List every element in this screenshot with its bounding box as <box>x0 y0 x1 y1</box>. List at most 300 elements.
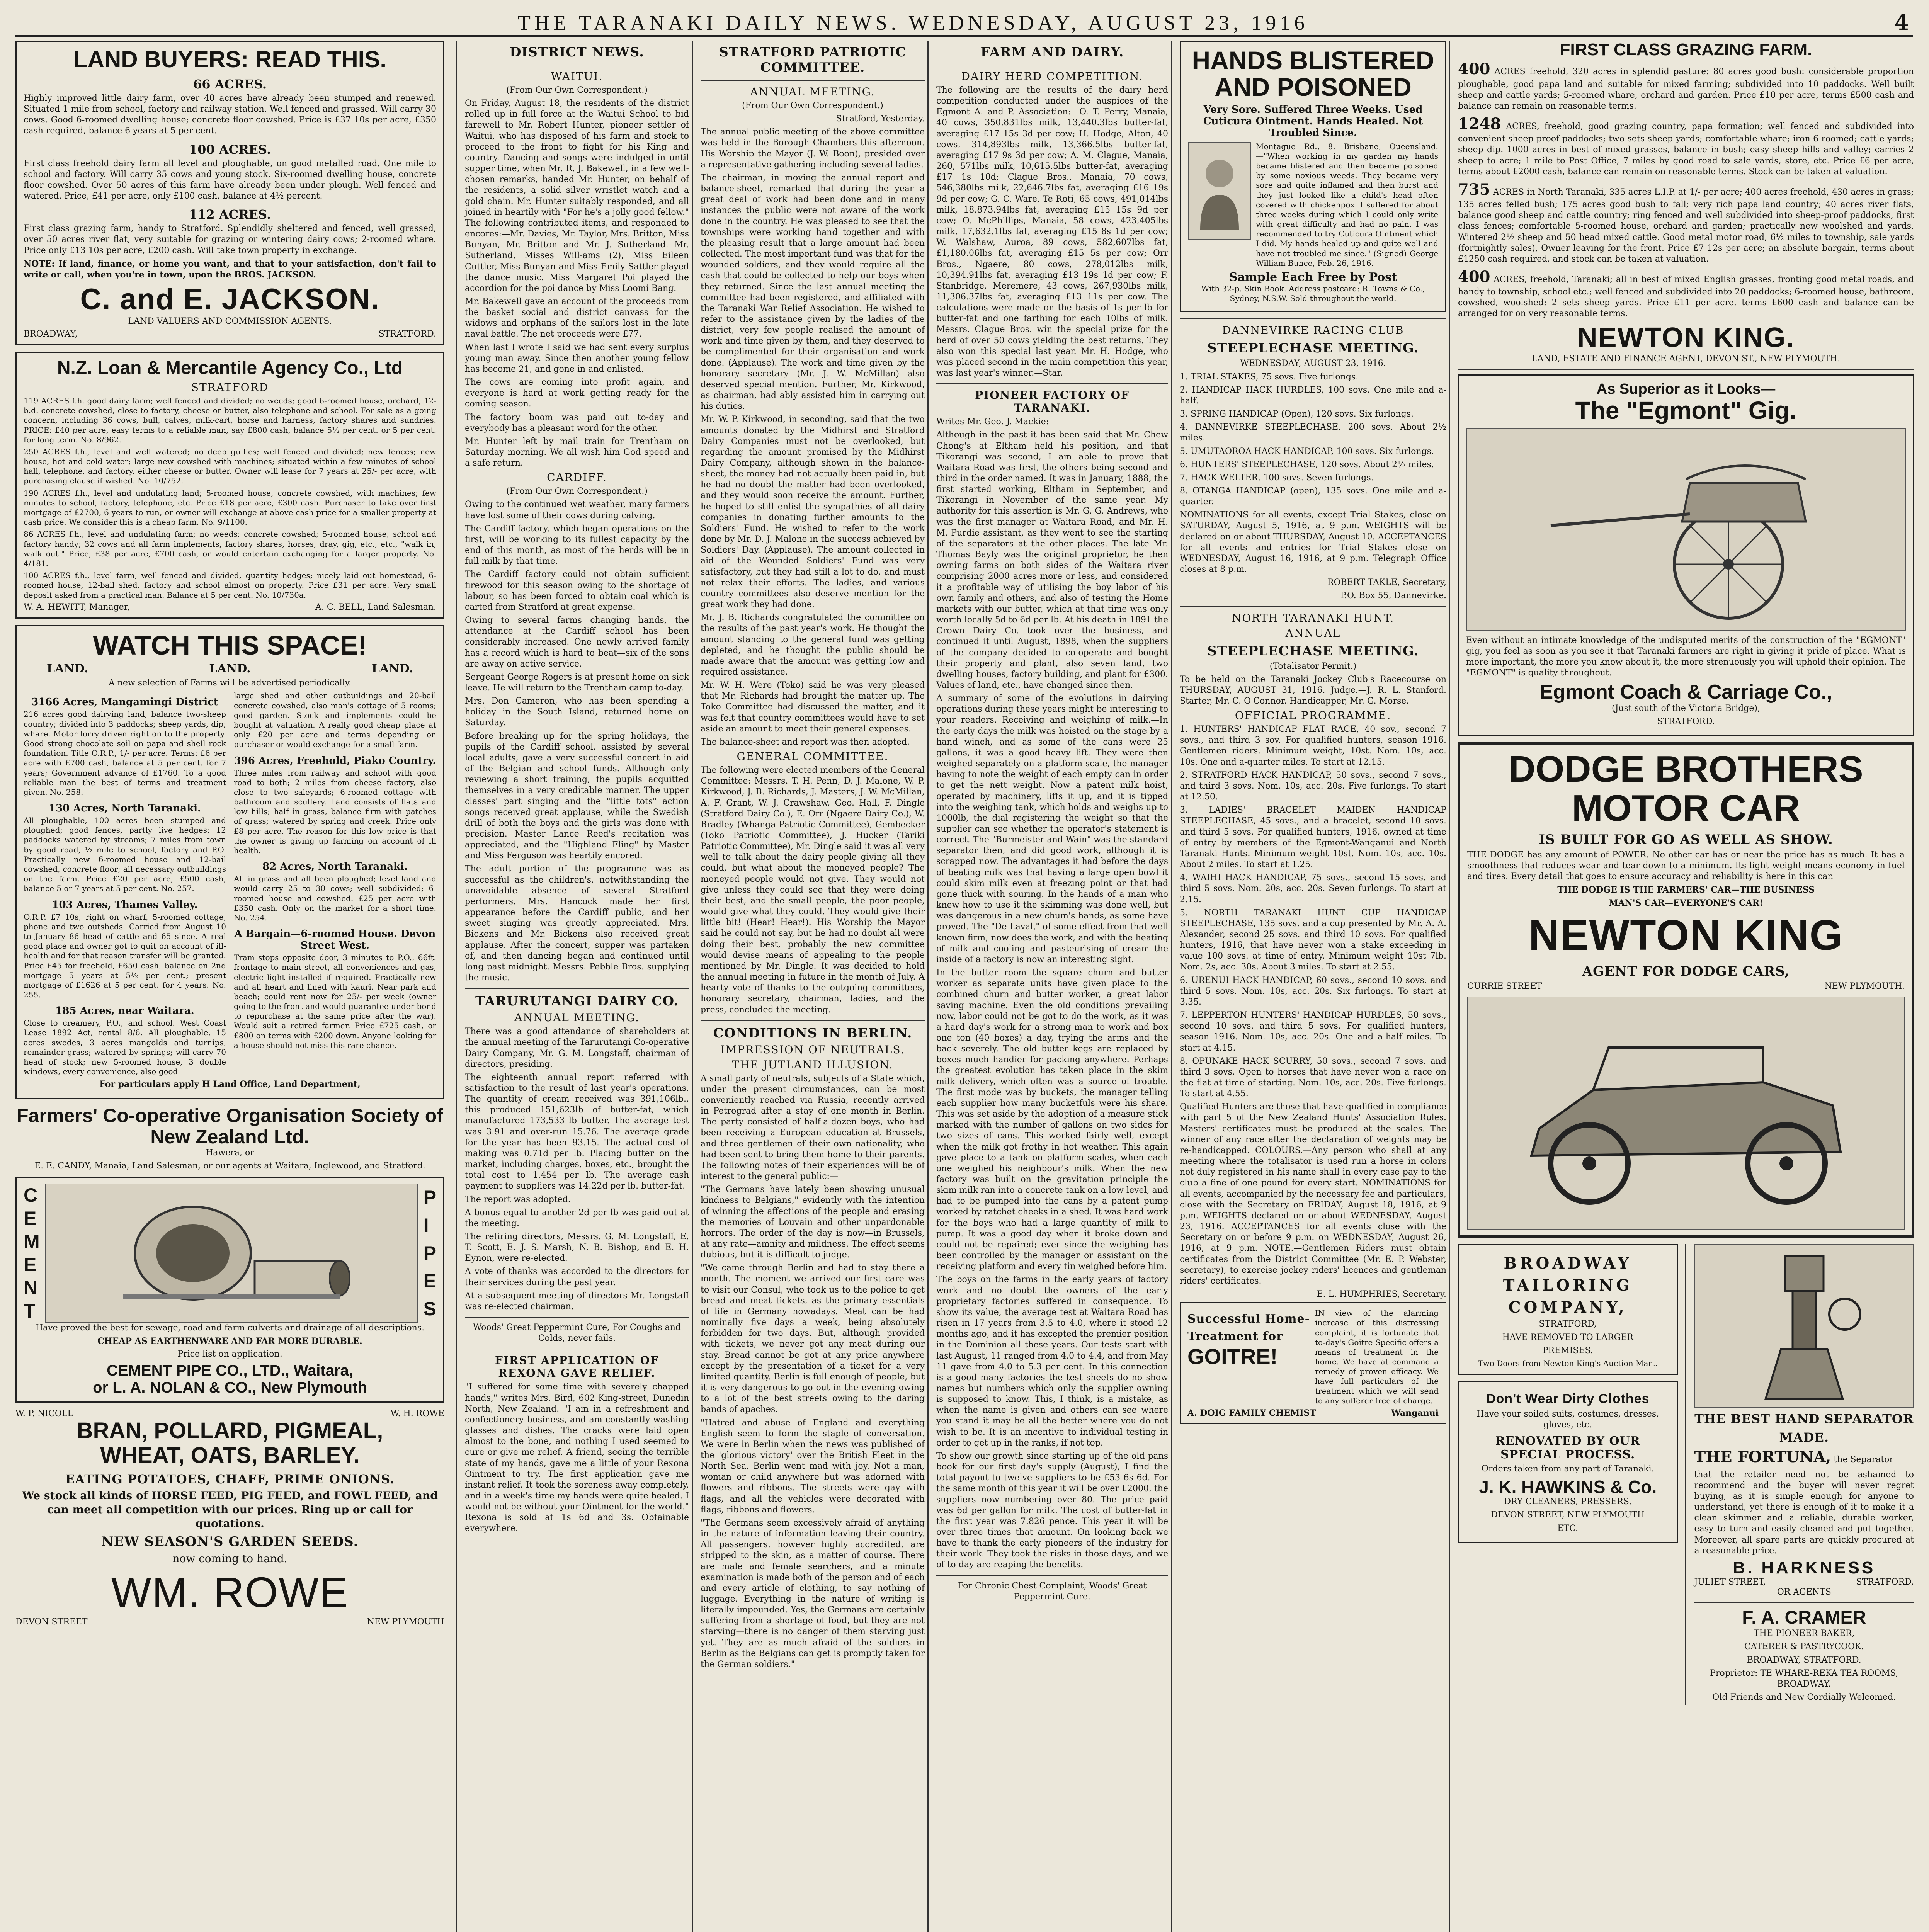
listing-text: O.R.P. £7 10s; right on wharf, 5-roomed cottage, phone and two outsheds. Carried from August 10 to January 86 head of cattle and 65 since. A real good place and owner got to quit on account of ill-health and for that reason transfer will be granted. Price £45 for freehold, £650 cash, balance on 2nd mortgage 5 years at 5½ per cent.; present mortgage of £1626 at 5 per cent. for 4 years. No. 255. <box>24 912 226 1000</box>
fortuna-name: THE FORTUNA, <box>1694 1448 1831 1466</box>
pipes-illustration <box>45 1184 418 1323</box>
berlin-heading: CONDITIONS IN BERLIN. <box>713 1025 912 1041</box>
race-event: 5. NORTH TARANAKI HUNT CUP HANDICAP STEEPLECHASE, 135 sovs. and a cup presented by Mr. A. A. Alexander, second 25 sovs. and third 10 sovs. For qualified hunters, 1916, that have never won a stake exceeding in value 100 sovs. at time of entry. Minimum weight 10st 7lb. Nom. 2s, acc. 30s. About 3 miles. To start at 2.55. <box>1180 908 1446 972</box>
gig-illustration <box>1466 428 1906 631</box>
lot-text: First class freehold dairy farm all level and ploughable, on good metalled road. One mile to school and factory. Will carry 35 cows and young stock. Six-roomed dwelling house, concrete floor cowshed. Over 50 acres of this farm have already been under plough. Well fenced and watered. Price, £41 per acre, only £100 cash, balance at 4½ percent. <box>24 158 436 201</box>
hawkins-etc: ETC. <box>1557 1523 1579 1533</box>
hunt-annual: ANNUAL <box>1285 626 1341 639</box>
acre-number: 1248 <box>1458 115 1501 133</box>
tarurutangi-heading: TARURUTANGI DAIRY CO. <box>475 993 679 1009</box>
land-buyers-lot <box>24 207 436 256</box>
article-para: "The Germans have lately been showing unusual kindness to Belgians," evidently with the intention of winning the affections of the people and erasing the memories of Louvain and other unpardonable horrors. The order of the day is now—in Brussels, at any rate—amnity and mildness. The effect seems dubious, but it is difficult to judge. <box>701 1185 925 1260</box>
patriotic-sub: ANNUAL MEETING. <box>750 85 875 98</box>
divider <box>701 80 925 81</box>
broadway-l2: TAILORING <box>1503 1276 1633 1295</box>
article-para: At a subsequent meeting of directors Mr. Longstaff was re-elected chairman. <box>465 1291 689 1311</box>
article-para: A summary of some of the evolutions in dairying operations during these years might be interesting to your readers. Receiving and weighing of milk.—In the early days the milk was hoisted on the stage by a hand winch, and as some of the cans were 25 gallons, it was a good heavy lift. They were then weighed separately on a platform scale, the manager having to note the weight of each empty can in order to get the nett weight. Now a patent milk hoist, operated by machinery, lifts it up, and it is tipped into the weighing tank, which holds and weighs up to 1000lb, the dial registering the weight so that the supplier can see whether the operator's statement is correct. The "Burmeister and Wain" was the standard separator then, and did good work, although it is scrapped now. The advantages it had before the days of beating milk was that having a large open bowl it could skim milk even at freezing point or that had gone thick with souring. In the hands of a man who knew how to use it the skimming was done well, but was dangerous in a new chum's hands, as some have proved. The "De Laval," of some effect from that well known firm, now does the work, and with the heating of milk and cooling and pasteurising of cream the inside of a factory is now an interesting sight. <box>936 694 1168 964</box>
cuticura-offer-text: With 32-p. Skin Book. Address postcard: R. Towns & Co., Sydney, N.S.W. Sold throughout the world. <box>1201 284 1425 303</box>
divider <box>1180 318 1446 319</box>
race-event: 4. DANNEVIRKE STEEPLECHASE, 200 sovs. About 2½ miles. <box>1180 422 1446 443</box>
cuticura-lead: Very Sore. Suffered Three Weeks. Used Cuticura Ointment. Hands Healed. Not Troubled Since. <box>1203 104 1423 139</box>
watch-left-col <box>24 691 226 1079</box>
lot-text: ACRES freehold, 320 acres in splendid pasture: 80 acres good bush: considerable proportion ploughable, good papa land and suitable for mixed farming; subdivided into 10 paddocks. Well built sheep and cattle yards; 5-roomed whare, orchard and garden. Price £10 per acre, terms £500 cash and balance can remain on reasonable terms. <box>1458 67 1914 111</box>
tarurutangi-sub: ANNUAL MEETING. <box>514 1011 640 1024</box>
letter: I <box>423 1214 429 1236</box>
jackson-sub: LAND VALUERS AND COMMISSION AGENTS. <box>128 316 332 327</box>
race-event: 1. TRIAL STAKES, 75 sovs. Five furlongs. <box>1180 372 1359 382</box>
article-para: Mr. Bakewell gave an account of the proceeds from the basket social and district canvass for the widows and orphans of the sailors lost in the late naval battle. The net proceeds were £77. <box>465 296 689 339</box>
article-para: Mrs. Don Cameron, who has been spending a holiday in the South Island, returned home on Saturday. <box>465 696 689 728</box>
harkness-or: OR AGENTS <box>1777 1587 1831 1597</box>
portrait-icon <box>1196 152 1243 230</box>
land-buyers-note: NOTE: If land, finance, or home you want, and that to your satisfaction, don't fail to write or call, when you're in town, upon the BROS. JACKSON. <box>24 259 436 280</box>
article-para: The Cardiff factory could not obtain sufficient firewood for this season owing to the shortage of labour, so has been forced to obtain coal which is carted from Stratford at great expense. <box>465 570 689 612</box>
rowe-line-2: WHEAT, OATS, BARLEY. <box>100 1443 360 1468</box>
listing-heading: 3166 Acres, Mangamingi District <box>31 696 218 708</box>
column-3 <box>692 41 925 1932</box>
article-para: Before breaking up for the spring holidays, the pupils of the Cardiff school, assisted by several local adults, gave a very successful concert in aid of the Belgian and school funds. Although only reviewing a short training, the pupils acquitted themselves in a very creditable manner. The upper classes' part singing and the "little tots" action songs received great applause, while the Swedish drill of both the boys and the girls was done with precision. Master Lance Reed's recitation was appreciated, and the "Highland Fling" by Master and Miss Ferguson was heartily encored. <box>465 731 689 861</box>
dannevirke-text: NOMINATIONS for all events, except Trial Stakes, close on SATURDAY, August 5, 1916, at 9 p.m. WEIGHTS will be declared on or about THURSDAY, August 10. ACCEPTANCES for all events and entries for Trial Stakes close on WEDNESDAY, August 16, 1916, at 9 p.m. Telegraph Office closes at 8 p.m. <box>1180 510 1446 575</box>
egmont-gig-ad <box>1458 374 1914 736</box>
cuticura-offer: Sample Each Free by Post <box>1229 270 1397 284</box>
rexona-heading: FIRST APPLICATION OF REXONA GAVE RELIEF. <box>495 1354 659 1380</box>
address-left: JULIET STREET, <box>1694 1577 1766 1587</box>
address-left: CURRIE STREET <box>1467 981 1542 992</box>
watch-space-labels <box>47 662 413 675</box>
cramer-l1: THE PIONEER BAKER, <box>1754 1629 1855 1639</box>
broadway-premises: PREMISES. <box>1542 1345 1593 1355</box>
pioneer-heading: PIONEER FACTORY OF TARANAKI. <box>975 389 1130 415</box>
nz-loan-lot: 119 ACRES f.h. good dairy farm; well fenced and divided; no weeds; good 6-roomed house, orchard, 12-b.d. concrete cowshed, close to factory, cheese or butter, also telephone and school. For sale as a going concern, including 36 cows, bull, calves, milk-cart, horse and harness, factory shares and sundries. PRICE: £40 per acre, easy terms to a reliable man, say £800 cash, balance 5½ per cent. or 5 per cent. for long term. No. 8/962. <box>24 396 436 444</box>
address-right: STRATFORD, <box>1856 1577 1914 1587</box>
listing-text: Three miles from railway and school with good road to both; 2 miles from cheese factory, also close to two saleyards; 6-roomed cottage with bathroom and scullery. Land consists of flats and low hills; half in grass, balance firm with patches of grass; watered by spring and creek. Price only £8 per acre. The reason for this low price is that the owner is giving up farming on account of ill health. <box>234 768 436 855</box>
dannevirke-club: DANNEVIRKE RACING CLUB <box>1222 324 1404 337</box>
listing-text: All in grass and all been ploughed; level land and would carry 25 to 30 cows; well subdivided; 6-roomed house and cowshed. £25 per acre with £350 cash. Only on the market for a short time. No. 254. <box>234 874 436 922</box>
broadway-l3: COMPANY, <box>1508 1298 1627 1317</box>
fortuna-text: that the retailer need not be ashamed to recommend and the buyer will never regret buying, as it is simple enough for anyone to understand, yet there is enough of it to make it a clean skimmer and a reliable, durable worker, easy to turn and easily cleaned and put together. Moreover, all spare parts are quickly procured at a reasonable price. <box>1694 1469 1914 1556</box>
rowe-address <box>15 1617 444 1627</box>
dodge-firm: NEWTON KING <box>1528 912 1844 959</box>
jackson-firm: C. and E. JACKSON. <box>80 283 380 316</box>
watch-further: For particulars apply H Land Office, Land Department, <box>99 1079 361 1090</box>
hunt-text: To be held on the Taranaki Jockey Club's Racecourse on THURSDAY, AUGUST 31, 1916. Judge.—J. R. L. Stanford. Starter, Mr. C. O'Connor. Handicapper, Mr. G. Morse. <box>1180 674 1446 706</box>
hunt-permit: (Totalisator Permit.) <box>1269 661 1357 671</box>
dirty-orders: Orders taken from any part of Taranaki. <box>1481 1464 1654 1474</box>
article-para: The annual public meeting of the above committee was held in the Borough Chambers this afternoon. His Worship the Mayor (J. W. Boon), presided over a representative gathering including several ladies. <box>701 127 925 170</box>
bottom-left-col <box>1458 1244 1686 1705</box>
cuticura-body <box>1188 142 1438 270</box>
watch-space-intro: A new selection of Farms will be advertised periodically. <box>108 678 352 688</box>
grazing-lot <box>1458 267 1914 320</box>
egmont-text: Even without an intimate knowledge of the undisputed merits of the construction of the "EGMONT" gig, you feel as soon as you see it that Taranaki farmers are right in giving it pride of place. What is more important, the more you know about it, the more strenuously you will uphold their opinion. The "EGMONT" is quality throughout. <box>1466 635 1906 678</box>
cramer-l2: CATERER & PASTRYCOOK. <box>1744 1642 1864 1652</box>
name-left: W. P. NICOLL <box>15 1409 73 1419</box>
cuticura-title-2: AND POISONED <box>1215 73 1412 102</box>
race-event: 1. HUNTERS' HANDICAP FLAT RACE, 40 sov., second 7 sovs., and third 3 sov. For qualified hunters, season 1916. Gentlemen riders. Minimum weight, 10st. Nom. 10s, acc. 10s. One and a-quarter miles. To start at 12.15. <box>1180 724 1446 767</box>
harkness-address <box>1694 1577 1914 1587</box>
page-number: 4 <box>1894 10 1909 35</box>
masthead-title: THE TARANAKI DAILY NEWS. WEDNESDAY, AUGUST 23, 1916 <box>518 11 1309 34</box>
article-para: Owing to several farms changing hands, the attendance at the Cardiff school has been considerably increased. One newly arrived family has a record which is hard to beat—six of the sons are away on active service. <box>465 616 689 669</box>
divider <box>1694 1602 1914 1603</box>
rowe-seeds: NEW SEASON'S GARDEN SEEDS. <box>101 1534 359 1550</box>
lot-heading: 66 ACRES. <box>193 77 267 92</box>
article-para: There was a good attendance of shareholders at the annual meeting of the Tarurutangi Co-operative Dairy Company, Mr. G. M. Longstaff, chairman of directors, presiding. <box>465 1027 689 1069</box>
article-para: "The Germans seem excessively afraid of anything in the nature of information leaving their country. All passengers, however highly accredited, are stripped to the skin, as a matter of course. There are male and female searchers, and a minute examination is made both of the person and of each and every article of clothing, to say nothing of luggage. Everything in the nature of writing is literally impounded. Yes, the Germans are certainly suffering from a shortage of food, but they are not starving—there is no danger of them starving just yet. They are as much afraid of the soldiers in Berlin as the Belgians can get is promptly taken for the German soldiers." <box>701 1518 925 1669</box>
pipes-icon <box>108 1195 355 1311</box>
cramer-l4: Proprietor: TE WHARE-REKA TEA ROOMS, BROADWAY. <box>1710 1668 1898 1689</box>
grazing-lot <box>1458 59 1914 112</box>
dodge-agent: AGENT FOR DODGE CARS, <box>1582 964 1790 980</box>
column-6 <box>1449 41 1914 1932</box>
district-news-heading: DISTRICT NEWS. <box>510 44 644 60</box>
cement-durable: CHEAP AS EARTHENWARE AND FAR MORE DURABLE. <box>97 1336 362 1347</box>
rowe-line-4: We stock all kinds of HORSE FEED, PIG FEED, and FOWL FEED, and can meet all competition with our prices. Ring up or call for quotations. <box>22 1489 438 1530</box>
article-para: A vote of thanks was accorded to the directors for their services during the past year. <box>465 1267 689 1287</box>
goitre-ad <box>1180 1302 1446 1424</box>
pipes-letters <box>424 1184 436 1323</box>
cramer-l3: BROADWAY, STRATFORD. <box>1747 1655 1861 1665</box>
divider <box>1458 369 1914 370</box>
letter: N <box>24 1277 38 1299</box>
land-buyers-lot <box>24 142 436 202</box>
listing-heading: 82 Acres, North Taranaki. <box>262 861 408 873</box>
letter: T <box>24 1300 36 1322</box>
address-right: STRATFORD. <box>378 329 436 339</box>
label-land: LAND. <box>209 662 251 676</box>
pioneer-writer: Writes Mr. Geo. J. Mackie:— <box>936 417 1058 427</box>
manager-name: W. A. HEWITT, Manager, <box>24 602 130 612</box>
article-para: On Friday, August 18, the residents of the district rolled up in full force at the Waitui School to bid farewell to Mr. Robert Hunter, pioneer settler of Waitui, who has disposed of his farm and stock to proceed to the front to fight for his King and country. Dancing and songs were indulged in until supper time, when Mr. R. J. Bakewell, in a few well-chosen remarks, handed Mr. Hunter, on behalf of the residents, a solid silver wristlet watch and a gold chain. Mr. Hunter suitably responded, and all joined in heartily with "For he's a jolly good fellow." The following contributed items, and responded to encores:—Mr. Davies, Mr. Taylor, Mrs. Britton, Miss Bunyan, Mr. Britton and Mr. J. Sutherland. Mr. Sutherland, Misses Will-ams (2), Miss Eileen Cuttler, Miss Bunyan and Miss Emily Sattler played the dance music. Miss Margaret Poi played the accordion for the poi dance by Miss Loomi Bang. <box>465 99 689 293</box>
goitre-firm-row <box>1187 1408 1439 1418</box>
cement-firm-2: or L. A. NOLAN & CO., New Plymouth <box>93 1379 367 1396</box>
letter: E <box>24 1207 37 1229</box>
race-event: 3. LADIES' BRACELET MAIDEN HANDICAP STEEPLECHASE, 45 sovs., and a bracelet, second 10 sovs. and third 5 sovs. For qualified hunters, 1916, owned at time of entry by members of the Egmont-Wanganui and North Taranaki Hunts. Minimum weight 10st. Nom. 10s, acc. 10s. About 2 miles. To start at 1.25. <box>1180 805 1446 870</box>
watch-right-col <box>234 691 436 1079</box>
nz-loan-lot: 86 ACRES f.h., level and undulating farm; no weeds; concrete cowshed; 5-roomed house; school and factory handy; 32 cows and all farm implements, factory shares, horses, dray, gig, etc., etc., "walk in, walk out." Price, £38 per acre, £700 cash, or would entertain exchanging for a larger property. No. 4/181. <box>24 529 436 568</box>
acre-number: 400 <box>1458 60 1490 78</box>
race-event: 3. SPRING HANDICAP (Open), 120 sovs. Six furlongs. <box>1180 409 1414 419</box>
hunt-secretary: E. L. HUMPHRIES, Secretary. <box>1317 1289 1446 1299</box>
article-para: The report was adopted. <box>465 1194 571 1204</box>
lot-text: Highly improved little dairy farm, over 40 acres have already been stumped and renewed. Situated 1 mile from school, factory and railway station. Well fenced and grassed. Will carry 30 cows. Good 6-roomed dwelling house; concrete floor cowshed. Price is £37 10s per acre, £350 cash required, balance 6 years at 5 per cent. <box>24 94 436 136</box>
rowe-names <box>15 1409 444 1418</box>
nz-loan-lot: 100 ACRES f.h., level farm, well fenced and divided, quantity hedges; nicely laid out homestead, 6-roomed house, 12-bail shed, factory and school almost on property. Price £31 per acre. Very small deposit asked from a practical man. Balance at 5 per cent. No. 10/730a. <box>24 571 436 600</box>
dodge-title: DODGE BROTHERS <box>1509 748 1863 790</box>
waitui-heading: WAITUI. <box>551 70 603 83</box>
farmers-agents: E. E. CANDY, Manaia, Land Salesman, or our agents at Waitara, Inglewood, and Stratford. <box>34 1161 425 1171</box>
divider <box>1180 606 1446 607</box>
article-para: The chairman, in moving the annual report and balance-sheet, remarked that during the year a great deal of work had been done and in many instances the public were not aware of the work done in the country. He was pleased to see that the townships were working hand together and with the pleasing result that a large amount had been collected. The most important fund was that for the wounded soldiers, and they would require all the cash that could be collected to help our boys when they returned. Since the last annual meeting the committee had been registered, and affiliated with the Taranaki War Relief Association. He wished to refer to the assistance given by the ladies of the district, very few people realised the amount of work and time given by them, and they deserved to be complimented for their organisation and work done. (Applause). The work and time given by the honorary secretary (Mr. J. W. McMillan) also deserved special mention. Further, Mr. Kirkwood, as chairman, had ably assisted him in carrying out his duties. <box>701 173 925 412</box>
herd-competition-heading: DAIRY HERD COMPETITION. <box>961 70 1143 83</box>
cement-pipes-ad <box>15 1177 444 1403</box>
egmont-head-2: The "Egmont" Gig. <box>1575 396 1797 424</box>
listing-heading: 185 Acres, near Waitara. <box>55 1005 194 1017</box>
hunt-programme: OFFICIAL PROGRAMME. <box>1235 709 1391 722</box>
letter: C <box>24 1184 38 1206</box>
broadway-l1: BROADWAY <box>1504 1254 1632 1273</box>
dodge-address <box>1467 981 1905 991</box>
cement-banner <box>24 1184 436 1323</box>
letter: E <box>24 1253 37 1276</box>
goitre-body <box>1187 1308 1439 1408</box>
egmont-head-1: As Superior as it Looks— <box>1596 381 1776 397</box>
article-para: The factory boom was paid out to-day and everybody has a pleasant word for the other. <box>465 412 689 433</box>
egmont-firm: Egmont Coach & Carriage Co., <box>1539 680 1832 703</box>
column-5 <box>1171 41 1446 1932</box>
address-left: DEVON STREET <box>15 1617 88 1627</box>
dannevirke-secretary: ROBERT TAKLE, Secretary, <box>1327 578 1446 588</box>
dodge-text: THE DODGE has any amount of POWER. No other car has or near the price has as much. It has a smoothness that reduces wear and tear down to a minimum. Its light weight means economy in fuel and tires. Every detail that goes to ensure accuracy and reliability is here in this car. <box>1467 850 1905 882</box>
car-icon <box>1493 1005 1879 1221</box>
land-buyers-lot <box>24 77 436 137</box>
listing-heading: 103 Acres, Thames Valley. <box>52 899 198 911</box>
listing-heading: 396 Acres, Freehold, Piako Country. <box>234 755 436 767</box>
separator-illustration <box>1694 1244 1914 1408</box>
salesman-name: A. C. BELL, Land Salesman. <box>315 602 436 612</box>
bottom-right-col <box>1694 1244 1914 1705</box>
broadway-town: STRATFORD, <box>1539 1319 1597 1329</box>
nz-loan-signature <box>24 602 436 612</box>
label-land: LAND. <box>47 662 88 676</box>
listing-text: All ploughable, 100 acres been stumped and ploughed; good fences, partly live hedges; 12 paddocks watered by streams; 7 miles from town by good road, ½ mile to school, factory and P.O. Practically new 6-roomed house and 12-bail cowshed, concrete floor; all necessary outbuildings on the farm. Price £20 per acre, £500 cash, balance 5 or 7 years at 5 per cent. No. 257. <box>24 816 226 893</box>
general-committee-heading: GENERAL COMMITTEE. <box>737 750 889 763</box>
column-4 <box>927 41 1168 1932</box>
rowe-line-3: EATING POTATOES, CHAFF, PRIME ONIONS. <box>65 1471 395 1486</box>
land-buyers-title: LAND BUYERS: READ THIS. <box>73 46 387 72</box>
race-event: 6. URENUI HACK HANDICAP, 60 sovs., second 10 sovs. and third 5 sovs. Nom. 10s, acc. 20s. Six furlongs. To start at 3.35. <box>1180 975 1446 1007</box>
lot-text: ACRES, freehold, good grazing country, papa formation; well fenced and subdivided into convenient sheep-proof paddocks; two sets sheep yards; comfortable whare; iron 6-roomed; cattle yards; sheep dip. 1000 acres in best of mixed grasses, balance in bush; easy sheep hills and valley; carries 2 sheep to acre; 1 mile to Post Office, 7 miles by good road to sale yards, store, etc. Price £6 per acre, terms about £2000 cash, balance can remain on reasonable terms. Stock can be taken at valuation. <box>1458 122 1914 177</box>
dirty-title: Don't Wear Dirty Clothes <box>1486 1391 1650 1406</box>
car-illustration <box>1467 997 1905 1230</box>
berlin-sub-1: IMPRESSION OF NEUTRALS. <box>720 1043 905 1056</box>
goitre-head-2: Treatment for <box>1187 1330 1283 1344</box>
column-2 <box>456 41 689 1932</box>
hawkins-sub: DRY CLEANERS, PRESSERS, <box>1504 1497 1632 1507</box>
nz-loan-town: STRATFORD <box>191 381 269 394</box>
newton-king-address: LAND, ESTATE AND FINANCE AGENT, DEVON ST., NEW PLYMOUTH. <box>1531 354 1841 364</box>
article-para: The cows are coming into profit again, and everyone is hard at work getting ready for the coming season. <box>465 378 689 409</box>
race-event: 4. WAIHI HACK HANDICAP, 75 sovs., second 15 sovs. and third 5 sovs. Nom. 20s, acc. 20s. Seven furlongs. To start at 2.15. <box>1180 873 1446 905</box>
cuticura-title-1: HANDS BLISTERED <box>1192 46 1434 75</box>
fortuna-head-2: MADE. <box>1779 1430 1829 1445</box>
divider <box>465 988 689 989</box>
goitre-headline <box>1187 1308 1311 1408</box>
dodge-slogan-2: MAN'S CAR—EVERYONE'S CAR! <box>1609 898 1763 908</box>
dirty-clothes-ad <box>1458 1381 1678 1543</box>
cement-text: Have proved the best for sewage, road and farm culverts and drainage of all descriptions. <box>35 1323 425 1333</box>
address-right: NEW PLYMOUTH. <box>1824 981 1905 992</box>
hunt-text-2: Qualified Hunters are those that have qualified in compliance with part 5 of the New Zealand Hunts' Association Rules. Masters' certificates must be produced at the scales. The winner of any race after the declaration of weights may be re-handicapped. COLOURS.—Any person who shall at any meeting where the totalisator is used run a horse in colors not duly registered in his name shall in every case pay to the club a fine of one pound for every start. NOMINATIONS for all events, accompanied by the necessary fee and particulars, close with the Secretary on FRIDAY, August 18, 1916, at 9 p.m. WEIGHTS declared on or about WEDNESDAY, August 23, 1916. ACCEPTANCES for all events close with the Secretary on or before 9 p.m. on WEDNESDAY, August 26, 1916, at 9 p.m. NOTE.—Gentlemen Riders must obtain certificates from the District Committee (Mr. E. P. Webster, secretary), to exercise jockey riders' licences and gentleman riders' certificates. <box>1180 1102 1446 1286</box>
goitre-text: IN view of the alarming increase of this distressing complaint, it is fortunate that to-day's Goitre Specific offers a means of treatment in the home. We have at command a remedy of proven efficacy. We have full particulars of the treatment which we will send to any sufferer free of charge. <box>1315 1308 1439 1405</box>
listing-text: Tram stops opposite door, 3 minutes to P.O., 66ft. frontage to main street, all conveniences and gas, electric light installed if required. Practically new and all heart and lined with kauri. Near park and beach; could rent now for 25/- per week (owner going to the front and would guarantee under bond to repurchase at the same price after the war). Would suit a retired farmer. Price £725 cash, or £800 on terms with £200 down. Anyone looking for a house should not miss this rare chance. <box>234 953 436 1050</box>
article-para: The balance-sheet and report was then adopted. <box>701 737 910 747</box>
newton-king-firm: NEWTON KING. <box>1577 322 1795 353</box>
dannevirke-date: WEDNESDAY, AUGUST 23, 1916. <box>1240 359 1386 369</box>
hunt-title: STEEPLECHASE MEETING. <box>1207 643 1419 659</box>
letter: E <box>423 1270 436 1292</box>
address-left: BROADWAY, <box>24 329 78 339</box>
watch-space-ad <box>15 625 444 1099</box>
separator-icon <box>1735 1248 1874 1403</box>
egmont-sub: (Just south of the Victoria Bridge), <box>1612 703 1760 713</box>
farmers-coop-ad <box>15 1105 444 1172</box>
article-para: Mr. J. B. Richards congratulated the committee on the results of the past year's work. He thought the amount standing to the general fund was getting depleted, and he thought the public should be made aware that the amount was getting low and required assistance. <box>701 613 925 677</box>
hawkins-address: DEVON STREET, NEW PLYMOUTH <box>1491 1510 1645 1520</box>
listing-text: 216 acres good dairying land, balance two-sheep country; divided into 3 paddocks; sheep yards, dip; whare. Motor lorry driven right on to the property. Good strong chocolate soil on papa and shell rock foundation. Title O.R.P., 1/- per acre. Terms: £6 per acre with £700 cash, balance at 5 per cent. for 7 years; Government advance of £1760. To a good reliable man the best of terms and treatment given. No. 258. <box>24 709 226 797</box>
article-para: Although in the past it has been said that Mr. Chew Chong's at Eltham held his position, and that Tikorangi was second, I am able to prove that Waitara Road was first, the others being second and third in the order named. It was in January, 1888, the first started working, Eltham in September, and Tikorangi in November of the same year. My authority for this assertion is Mr. G. G. Andrews, who was the first manager at Waitara Road, and Mr. H. M. Purdie assistant, as they went to see the starting of the separators at the other places. The late Mr. Thomas Bayly was the original proprietor, he then owning farms on both sides of the Waitara river comprising 2000 acres more or less, and considered it a profitable way of utilising the boy labor of his own family and others, and also of testing the Home markets with our butter, which at that time was only worth locally 5d to 6d per lb. At his death in 1891 the Crown Dairy Co. took over the business, and continued it until August, 1898, when the suppliers of the company decided to co-operate and bought their property and plant, also seven land, two dwelling houses, factory building, and plant for £300. Values of land, etc., have changed since then. <box>936 430 1168 690</box>
divider <box>701 1020 925 1021</box>
grazing-lot <box>1458 180 1914 265</box>
nz-loan-title: N.Z. Loan & Mercantile Agency Co., Ltd <box>57 358 403 379</box>
fortuna-name-row <box>1694 1447 1914 1467</box>
divider <box>936 1575 1168 1576</box>
rowe-line-1: BRAN, POLLARD, PIGMEAL, <box>77 1418 383 1444</box>
name-right: W. H. ROWE <box>390 1409 444 1419</box>
listing-text: Close to creamery, P.O., and school. West Coast Lease 1892 Act, rental 8/6. All ploughable, 15 acres swedes, 3 acres mangolds and turnips, remainder grass; watered by springs; will carry 70 head of stock; new 5-roomed house, 3 double windows, every convenience, also good <box>24 1018 226 1077</box>
article-para: The Cardiff factory, which began operations on the first, will be working to its fullest capacity by the end of this month, as most of the herds will be in full milk by that time. <box>465 524 689 566</box>
patriotic-place: Stratford, Yesterday. <box>836 114 925 124</box>
portrait-illustration <box>1188 142 1251 240</box>
article-para: Mr. W. H. Were (Toko) said he was very pleased that Mr. Richards had brought the matter up. The Toko Committee had discussed the matter, and it was felt that country committees would have to set aside an amount to meet their general expenses. <box>701 680 925 734</box>
article-para: Owing to the continued wet weather, many farmers have lost some of their cows during calving. <box>465 500 689 520</box>
rowe-coming: now coming to hand. <box>172 1552 287 1565</box>
article-para: The following are the results of the dairy herd competition conducted under the auspices of the Egmont A. and P. Association:—O. T. Perry, Manaia, 40 cows, 350,831lbs milk, 13,440.3lbs butter-fat, averaging £17 15s 3d per cow; H. Hodge, Alton, 40 cows, 314,893lbs milk, 13,366.5lbs butter-fat, averaging £17 9s 3d per cow; A. M. Clague, Manaia, 260, 571lbs milk, 10,615.5lbs butter-fat, averaging £17 1s 10d; Clague Bros., Manaia, 70 cows, 546,380lbs milk, 22,646.7lbs fat, averaging £16 19s 9d per cow; G. C. Ware, Te Roti, 65 cows, 491,014lbs milk, 18,873.94lbs fat, averaging £15 15s 9d per cow; O. McPhillips, Manaia, 58 cows, 423,405lbs milk, 17,632.1lbs fat, averaging £15 8s 1d per cow; W. Walshaw, Auroa, 89 cows, 582,607lbs fat, £1,180.06lbs fat, averaging £15 5s per cow; Orr Bros., Ngaere, 80 cows, 278,012lbs milk, 10,394.91lbs fat, averaging £13 19s 1d per cow; F. Stanbridge, Meremere, 43 cows, 267,930lbs milk, 11,306.37lbs fat, averaging £13 11s per cow. The calculations were made on the basis of 1s per lb for butter-fat and one farthing for each 10lbs of milk. Messrs. Clague Bros. win the special prize for the herd of over 50 cows yielding the best returns. They also won this special last year. Mr. H. Hodge, who was placed second in the main competition this year, was last year's winner.—Star. <box>936 85 1168 378</box>
dodge-ad <box>1458 742 1914 1238</box>
lot-heading: 100 ACRES. <box>189 142 271 157</box>
egmont-town: STRATFORD. <box>1657 716 1715 726</box>
cement-firm: CEMENT PIPE CO., LTD., Waitara, <box>107 1362 353 1379</box>
article-para: The boys on the farms in the early years of factory work and no doubt the owners of the early proprietary factories suffered in consequence. To show its value, the average test at Waitara Road has risen in 17 years from 3.5 to 4.0, where it stood 12 months ago, and it has excepted the premier position in the Dominion all these years. Our tests start with last August, 11 ranged from 4.0 to 4.4, and from May 11 gave from 4.0 to 5.3 per cent. In this connection is a good many factories the test sheets do no show names but numbers which only the supplier owning is supposed to know. This, I think, is a mistake, as when the name is given and others can see where you stand it may be all the better where you do not wish to be. It is an incentive to individual testing in order to get up in the ranks, if not top. <box>936 1275 1168 1448</box>
nz-loan-lot: 250 ACRES f.h., level and well watered; no deep gullies; well fenced and divided; new fences; new house, hot and cold water; large new cowshed with machines; situated within a few minutes of school hall, telephone, and factory, either cheese or butter. Owner will lease for 7 years at 25/- per acre, with purchasing clause if wished. No. 10/752. <box>24 447 436 486</box>
race-event: 5. UMUTAOROA HACK HANDICAP, 100 sovs. Six furlongs. <box>1180 446 1434 456</box>
article-para: Sergeant George Rogers is at present home on sick leave. He will return to the Trentham camp to-day. <box>465 672 689 693</box>
dodge-sub: MOTOR CAR <box>1572 787 1800 829</box>
broadway-moved: HAVE REMOVED TO LARGER <box>1502 1332 1633 1342</box>
letter: P <box>423 1242 436 1264</box>
broadway-where: Two Doors from Newton King's Auction Mart. <box>1478 1358 1658 1368</box>
listing-text: large shed and other outbuildings and 20-bail concrete cowshed, also man's cottage of 5 rooms; good garden. Stock and implements could be bought at valuation. A really good cheap place at only £20 per acre and terms depending on purchaser or would exchange for a small farm. <box>234 691 436 749</box>
article-para: The retiring directors, Messrs. G. M. Longstaff, E. T. Scott, E. J. S. Marsh, N. B. Bishop, and E. H. Eynon, were re-elected. <box>465 1232 689 1264</box>
farmers-hawera: Hawera, or <box>206 1148 254 1158</box>
dodge-line: IS BUILT FOR GO AS WELL AS SHOW. <box>1539 832 1833 847</box>
rexona-text: "I suffered for some time with severely chapped hands," writes Mrs. Bird, 602 King-street, Dunedin North, New Zealand. "I am in a refreshment and confectionery business, and am constantly washing glasses and dishes. The cracks were laid open almost to the bone, and nothing I used seemed to cure or give me relief. A friend, seeing the terrible state of my hands, gave me a little of your Rexona Ointment to try. The first application gave me instant relief. It took the soreness away completely, and in a week's time my hands were quite healed. I would not be without your Ointment for the world." Rexona is sold at 1s 6d and 3s. Obtainable everywhere. <box>465 1382 689 1534</box>
cuticura-text: Montague Rd., 8. Brisbane, Queensland.—"When working in my garden my hands became blistered and then became poisoned by some noxious weeds. They became very sore and quite inflamed and then burst and they just looked like a child's head often covered with chickenpox. I suffered for about three weeks during which I could only write with great difficulty and had no pain. I was recommended to try Cuticura Ointment which I did. My hands healed up and quite well and have not troubled me since." (Signed) George William Bunce, Feb. 26, 1916. <box>1256 141 1438 268</box>
label-land: LAND. <box>371 662 413 676</box>
jackson-address <box>24 329 436 339</box>
fortuna-tag: the Separator <box>1834 1455 1893 1465</box>
lot-text: ACRES in North Taranaki, 335 acres L.I.P. at 1/- per acre; 400 acres freehold, 430 acres in grass; 135 acres felled bush; 175 acres good bush to fall; very rich papa land country; 40 acres river flats, balance good sheep and cattle country; ring fenced and well subdivided into sheep-proof paddocks, first class fences; comfortable 5-roomed house, orchard and garden; practically new woolshed and yards. Wintered 2½ sheep and 50 head mixed cattle. Good metal motor road, 6½ miles to township, sale yards (fortnightly sales), Owner leaving for the front. Price £7 12s per acre; an absolute bargain, terms about £1250 cash required, and stock can be taken at valuation. <box>1458 187 1914 264</box>
hunt-club: NORTH TARANAKI HUNT. <box>1232 611 1395 624</box>
woods-ad-2: For Chronic Chest Complaint, Woods' Great Peppermint Cure. <box>958 1581 1147 1602</box>
acre-number: 735 <box>1458 180 1490 199</box>
broadway-tailoring-ad <box>1458 1244 1678 1375</box>
letter: S <box>423 1298 436 1320</box>
article-para: The eighteenth annual report referred with satisfaction to the result of last year's operations. The quantity of cream received was 391,106lb., this produced 151,623lb of butter-fat, which manufactured 173,533 lb butter. The average test was 3.91 and over-run 15.76. The average grade for the year has been 93.15. The actual cost of making was 0.71d per lb. Placing butter on the market, including charges, boxes, etc., brought the total cost to 1.454 per lb. The average cash payment to suppliers was 14.22d per lb. butter-fat. <box>465 1072 689 1191</box>
grazing-title: FIRST CLASS GRAZING FARM. <box>1560 41 1812 59</box>
cuticura-ad <box>1180 41 1446 312</box>
letter: P <box>423 1186 436 1208</box>
farm-dairy-heading: FARM AND DAIRY. <box>980 44 1124 60</box>
grazing-lot <box>1458 114 1914 177</box>
gig-icon <box>1528 437 1844 622</box>
race-event: 2. HANDICAP HACK HURDLES, 100 sovs. One mile and a-half. <box>1180 385 1446 406</box>
race-event: 7. LEPPERTON HUNTERS' HANDICAP HURDLES, 50 sovs., second 10 sovs. and third 5 sovs. For qualified hunters, season 1916. Nom. 10s, acc. 20s. One and a-half miles. To start at 4.15. <box>1180 1010 1446 1053</box>
woods-ad: Woods' Great Peppermint Cure, For Coughs and Colds, never fails. <box>473 1323 681 1344</box>
divider <box>465 1317 689 1318</box>
address-right: NEW PLYMOUTH <box>367 1617 444 1627</box>
article-para: In the butter room the square churn and butter worker as separate units have given place to the combined churn and butter worker, a great labor saving machine. Even the old conditions prevailing now, labor could not be got to do the work, as it was a hard day's work for a strong man to work and box one ton (40 boxes) a day, trying the arms and the back severely. The old butter kegs are replaced by boxes much handier for packing anywhere. Perhaps the greatest evolution has taken place in the skim milk delivery, which often was a source of trouble. The first mode was by buckets, the manager telling each supplier how many bucketfuls were his share. This was set aside by the adoption of a measure stick marked with the number of gallons on two sides for two sizes of cans. This worked fairly well, except when the milk got frothy in hot weather. This again gave place to a tank on platform scales, when each one weighed his neighbour's milk. When the new factory was built on the gravitation principle the skim milk ran into a concrete tank on a low level, and had to be pumped into the cans by a patent pump worked by ratchet cheeks in a shed. It was hard work for the boys who had a large quantity of milk to pump. It was a good day when it broke down and could not be repaired; ever since the weighing has been controlled by the manager or assistant on the receiving platform and every tin weighed before him. <box>936 968 1168 1272</box>
patriotic-source: (From Our Own Correspondent.) <box>742 101 883 111</box>
letter: M <box>24 1230 40 1252</box>
article-para: The following were elected members of the General Committee: Messrs. T. H. Penn, D. J. Malone, W. P. Kirkwood, J. B. Richards, J. Masters, J. W. McMillan, A. F. Grant, W. J. Crawshaw, Geo. Hall, F. Dingle (Stratford Dairy Co.), E. Orr (Ngaere Dairy Co.), W. Bradley (Whanga Patriotic Committee), Gembecker (Toko Patriotic Committee), J. Hucker (Tariki Patriotic Committee), Mr. Dingle said it was all very well to talk about the dairy people giving all they could, but what about the moneyed people? The moneyed people would not give. They would not give unless they could see that they were doing their best, and the small people, the poor people, would give what they could. They would give their little bit! (Hear! Hear!). His Worship the Mayor said he could not say, but he had no doubt all were doing their best, probably the new committee would devise means of appealing to the people mentioned by Mr. Dingle. It was decided to hold the annual meeting in future in the month of July. A hearty vote of thanks to the outgoing committees, honorary secretary, chairman, ladies, and the press, concluded the meeting. <box>701 765 925 1015</box>
cramer-l5: Old Friends and New Cordially Welcomed. <box>1712 1692 1896 1702</box>
dannevirke-title: STEEPLECHASE MEETING. <box>1207 340 1419 356</box>
waitui-source: (From Our Own Correspondent.) <box>506 85 648 95</box>
cardiff-heading: CARDIFF. <box>547 471 607 484</box>
article-para: A bonus equal to another 2d per lb was paid out at the meeting. <box>465 1208 689 1228</box>
bottom-ads <box>1458 1244 1914 1705</box>
cement-pricelist: Price list on application. <box>177 1349 282 1359</box>
cardiff-source: (From Our Own Correspondent.) <box>506 486 648 497</box>
goitre-address: Wanganui <box>1391 1408 1439 1418</box>
rowe-firm: WM. ROWE <box>111 1569 349 1617</box>
masthead <box>15 8 1913 37</box>
article-para: A small party of neutrals, subjects of a State which, under the present circumstances, can be most conveniently reached via Russia, recently arrived in Petrograd after a stay of one month in Berlin. The party consisted of half-a-dozen boys, who had been receiving a European education at Brussels, and three gentlemen of their own nationality, who had been sent to bring them home to their parents. The following notes of their experiences will be of interest to the general public:— <box>701 1073 925 1182</box>
grazing-farm-ad <box>1458 41 1914 364</box>
lot-text: First class grazing farm, handy to Stratford. Splendidly sheltered and fenced, well grassed, over 50 acres river flat, very suitable for grazing or wintering dairy cows; 2-roomed whare. Price only £13 10s per acre, £200 cash. Will take town property in exchange. <box>24 224 436 255</box>
race-event: 2. STRATFORD HACK HANDICAP, 50 sovs., second 7 sovs., and third 3 sovs. Nom. 10s, acc. 20s. Five furlongs. To start at 12.50. <box>1180 770 1446 802</box>
column-1 <box>15 41 444 1932</box>
article-para: "We came through Berlin and had to stay there a month. The moment we arrived our first care was to visit our Consul, who took us to the police to get bread and meat tickets, as the primary essentials of life in Germany nowadays. Meat can be had nominally five days a week, being absolutely forbidden for two days. But, although provided with tickets, we never got any meat during our stay. Bread cannot be got at any price anywhere except by the presentation of a ticket for a very limited quantity. Berlin is full enough of people, but it is very dangerous to go out in the evening owing to a lot of the best streets owing to the daring bands of apaches. <box>701 1263 925 1415</box>
rowe-ad <box>15 1409 444 1627</box>
race-event: 7. HACK WELTER, 100 sovs. Seven furlongs. <box>1180 473 1374 483</box>
nz-loan-lot: 190 ACRES f.h., level and undulating land; 5-roomed house, concrete cowshed, with machines; few minutes to school, factory, telephone, etc. Price £18 per acre, £300 cash. Purchaser to take over first mortgage of £2700, 6 years to run, or owner will exchange at above cash price for a smaller property at cash price. We consider this is a cheap farm. No. 9/1100. <box>24 488 436 527</box>
dirty-text: Have your soiled suits, costumes, dresses, gloves, etc. <box>1477 1409 1659 1430</box>
race-event: 6. HUNTERS' STEEPLECHASE, 120 sovs. About 2½ miles. <box>1180 459 1434 469</box>
watch-space-listings <box>24 691 436 1079</box>
hawkins-firm: J. K. HAWKINS & Co. <box>1479 1476 1657 1497</box>
cramer-name: F. A. CRAMER <box>1742 1607 1866 1628</box>
cement-letters <box>24 1184 40 1323</box>
harkness-firm: B. HARKNESS <box>1733 1558 1876 1577</box>
divider <box>936 383 1168 384</box>
dirty-head: RENOVATED BY OUR SPECIAL PROCESS. <box>1495 1434 1640 1462</box>
lot-text: ACRES, freehold, Taranaki; all in best of mixed English grasses, fronting good metal roads, and handy to township, school etc.; well fenced and subdivided into 20 paddocks; 6-roomed house, bathroom, cowshed, woolshed; 2 sets sheep yards. Price £11 per acre, terms £600 cash and balance can be arranged for on very reasonable terms. <box>1458 274 1914 319</box>
dannevirke-box: P.O. Box 55, Dannevirke. <box>1340 591 1446 601</box>
lot-heading: 112 ACRES. <box>189 207 271 222</box>
nz-loan-ad <box>15 352 444 619</box>
article-para: To show our growth since starting up of the old pans book for our first day's supply (August), I find the total payout to twelve suppliers to be £53 6s 6d. For the same month of this year it will be over £2000, the suppliers now numbering over 80. The price paid was 6d per gallon for milk. The cost of butter-fat in the first year was 7.826 pence. This year it will be over three times that amount. On looking back we have to thank the early pioneers of the industry for their work. They took the risks in those days, and we of to-day are reaping the benefits. <box>936 1451 1168 1570</box>
article-para: Mr. W. P. Kirkwood, in seconding, said that the two amounts donated by the Midhirst and Stratford Dairy Companies must not be overlooked, but regarding the amount promised by the Midhirst Dairy Company, although shown in the balance-sheet, the money had not actually been paid in, but he had no doubt the matter had been overlooked, and they would soon receive the amount. Further, he hoped to still enlist the sympathies of all dairy companies in donating further amounts to the Soldiers' Fund. He wished to refer to the work done by Mr. D. J. Malone in the success achieved by Soldiers' Day. (Applause). The amount collected in aid of the Wounded Soldiers' Fund was very satisfactory, but they had still a lot to do, and must not relax their efforts. The ladies, and various country committees also deserve mention for the great work they had done. <box>701 415 925 610</box>
article-para: When last I wrote I said we had sent every surplus young man away. Since then another young fellow has become 21, and gone in and enlisted. <box>465 342 689 374</box>
goitre-head-3: GOITRE! <box>1187 1344 1278 1369</box>
goitre-head-1: Successful Home- <box>1187 1312 1310 1326</box>
race-event: 8. OTANGA HANDICAP (open), 135 sovs. One mile and a-quarter. <box>1180 486 1446 507</box>
listing-heading: 130 Acres, North Taranaki. <box>48 803 201 815</box>
land-buyers-ad <box>15 41 444 345</box>
article-para: Mr. Hunter left by mail train for Trentham on Saturday morning. We all wish him God speed and a safe return. <box>465 436 689 468</box>
patriotic-heading: STRATFORD PATRIOTIC COMMITTEE. <box>719 44 907 75</box>
listing-heading: A Bargain—6-roomed House. Devon Street West. <box>234 928 436 952</box>
article-para: "Hatred and abuse of England and everything English seem to form the staple of conversation. We were in Berlin when the news was published of the 'glorious victory' over the British Fleet in the North Sea. Berlin went mad with joy. Not a man, woman or child anywhere but was adorned with flowers and ribbons. The streets were gay with flags, and all the vehicles were decorated with flags, ribbons and flowers. <box>701 1418 925 1515</box>
berlin-sub-2: THE JUTLAND ILLUSION. <box>732 1058 893 1071</box>
goitre-firm: A. DOIG FAMILY CHEMIST <box>1187 1408 1316 1418</box>
acre-number: 400 <box>1458 267 1490 286</box>
race-event: 8. OPUNAKE HACK SCURRY, 50 sovs., second 7 sovs. and third 3 sovs. Open to horses that have never won a race on the flat at time of starting. Nom. 10s, acc. 20s. Five furlongs. To start at 4.55. <box>1180 1056 1446 1099</box>
farmers-title: Farmers' Co-operative Organisation Society of New Zealand Ltd. <box>17 1104 443 1148</box>
article-para: The adult portion of the programme was as successful as the children's, notwithstanding the unavoidable absence of several Stratford performers. Mrs. Hancock made her first appearance before the Cardiff public, and her sweet singing was greatly appreciated. Mrs. Bickens and Mr. Bickens also received great applause. After the concert, supper was partaken of, and then dancing began and continued until long past midnight. Messrs. Pebble Bros. supplying the music. <box>465 864 689 983</box>
